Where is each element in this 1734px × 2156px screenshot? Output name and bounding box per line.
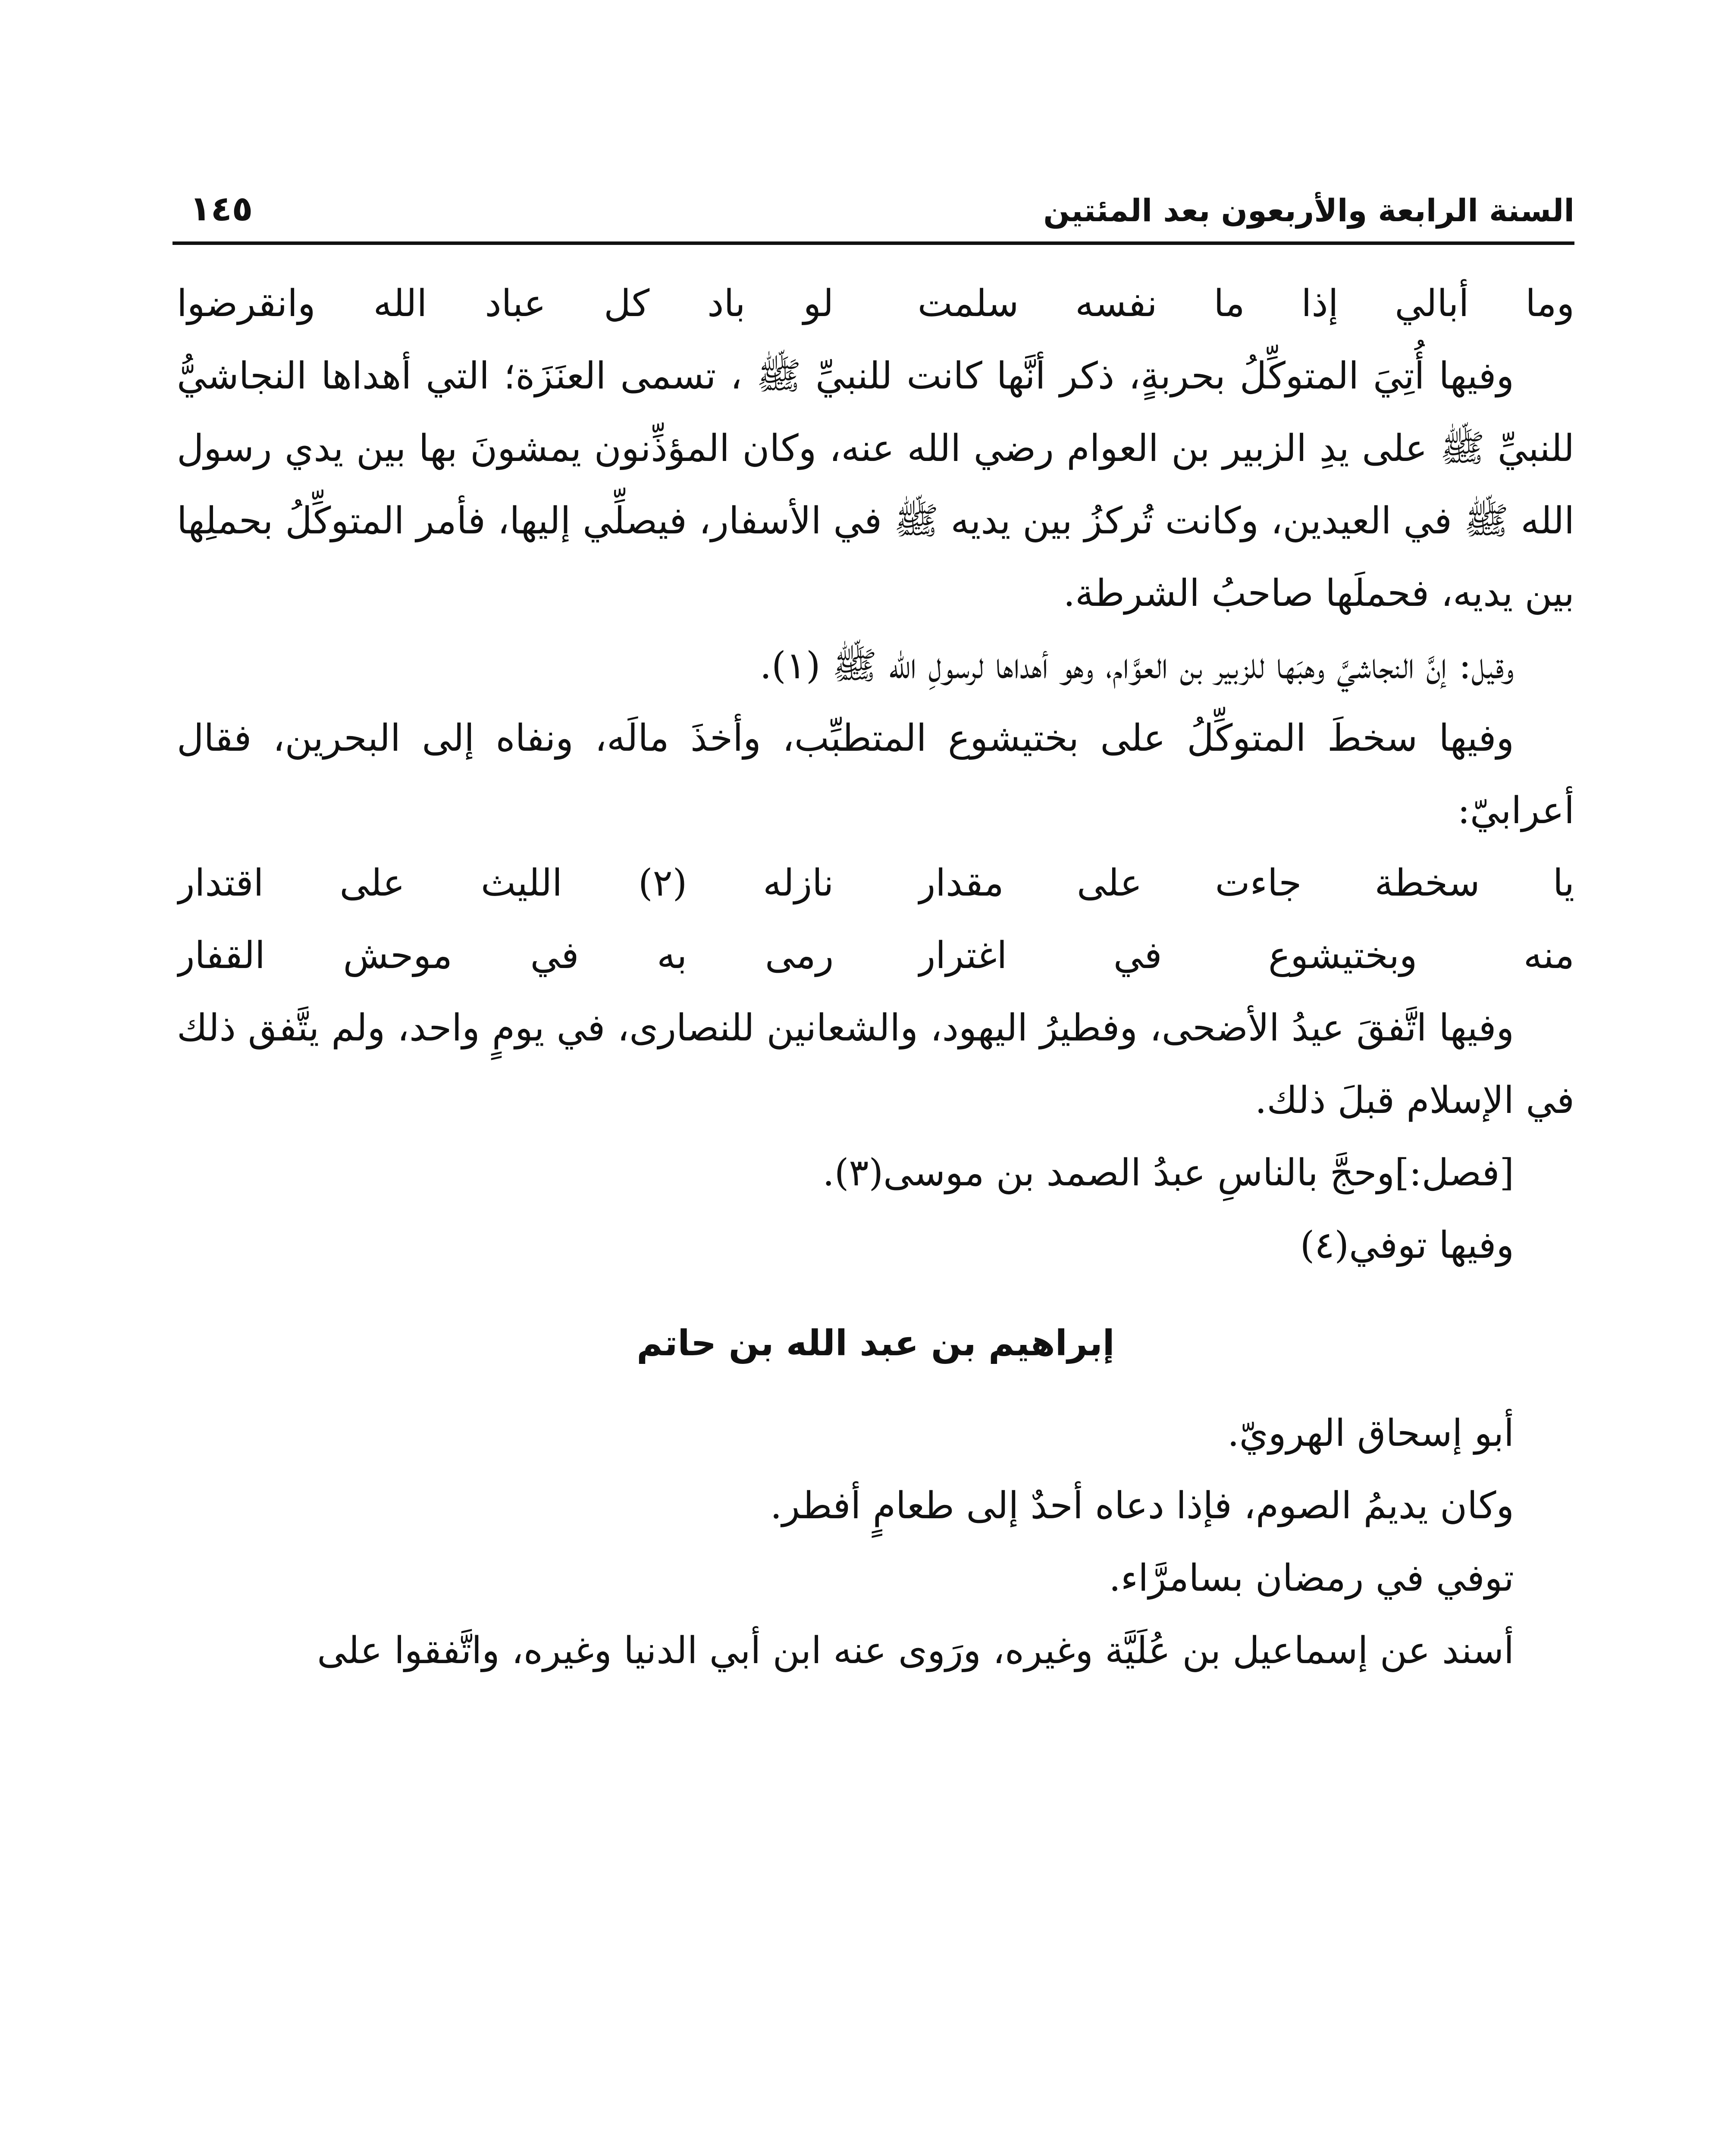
paragraph-hajj-leader: [فصل:]وحجَّ بالناسِ عبدُ الصمد بن موسى(٣). <box>822 1151 1514 1194</box>
paragraph-feasts-coincide: وفيها اتَّفقَ عيدُ الأضحى، وفطيرُ اليهود، والشعانين للنصارى، في يومٍ واحد، ولم يتَّفق ذلك في الإسلام قبلَ ذلك. <box>177 1006 1574 1122</box>
verse-1-first-hemistich: وما أبالي إذا ما نفسه سلمت <box>917 282 1574 325</box>
paragraph-lance-of-prophet: وفيها أُتِيَ المتوكِّلُ بحربةٍ، ذكر أنَّها كانت للنبيِّ ﷺ ، تسمى العنَزَة؛ التي أهداها النجاشيُّ للنبيِّ ﷺ على يدِ الزبير بن العوام رضي الله عنه، وكان المؤذِّنون يمشونَ بها بين يدي رسول الله ﷺ في العيدين، وكانت تُركزُ بين يديه ﷺ في الأسفار، فيصلِّي إليها، فأمر المتوكِّلُ بحملِها بين يديه، فحملَها صاحبُ الشرطة. <box>177 354 1574 615</box>
verse-couplet-1 <box>177 267 1574 340</box>
header-rule <box>172 241 1574 245</box>
paragraph-death-place: توفي في رمضان بسامرَّاء. <box>1109 1557 1514 1600</box>
verse-couplet-2 <box>177 847 1574 919</box>
page-number: ١٤٥ <box>190 188 253 229</box>
paragraph-kunya: أبو إسحاق الهرويّ. <box>1227 1412 1514 1455</box>
paragraph-deaths-intro: وفيها توفي(٤) <box>1300 1224 1514 1267</box>
paragraph-narration: أسند عن إسماعيل بن عُلَيَّة وغيره، ورَوى عنه ابن أبي الدنيا وغيره، واتَّفقوا على <box>317 1629 1514 1672</box>
paragraph-fasting: وكان يديمُ الصوم، فإذا دعاه أحدٌ إلى طعامٍ أفطر. <box>770 1484 1514 1527</box>
verse-couplet-3 <box>177 919 1574 992</box>
paragraph-bakhtishu: وفيها سخطَ المتوكِّلُ على بختيشوع المتطبِّب، وأخذَ مالَه، ونفاه إلى البحرين، فقال أعرابيّ: <box>177 717 1574 832</box>
running-header <box>172 164 1574 229</box>
verse-1-second-hemistich: لو باد كل عباد الله وانقرضوا <box>177 282 834 325</box>
verse-2-first-hemistich: يا سخطة جاءت على مقدار <box>917 862 1574 905</box>
verse-3-second-hemistich: رمى به في موحش القفار <box>177 934 834 977</box>
verse-2-second-hemistich: نازله (٢) الليث على اقتدار <box>177 862 834 905</box>
header-title: السنة الرابعة والأربعون بعد المئتين <box>1043 192 1574 229</box>
verse-3-first-hemistich: منه وبختيشوع في اغترار <box>917 934 1574 977</box>
paragraph-najashi-gift: وقيل: إنَّ النجاشيَّ وهبَها للزبير بن العوَّام، وهو أهداها لرسولِ الله ﷺ (١). <box>759 644 1514 687</box>
biography-heading: إبراهيم بن عبد الله بن حاتم <box>637 1323 1115 1364</box>
body-text <box>177 267 1574 1687</box>
